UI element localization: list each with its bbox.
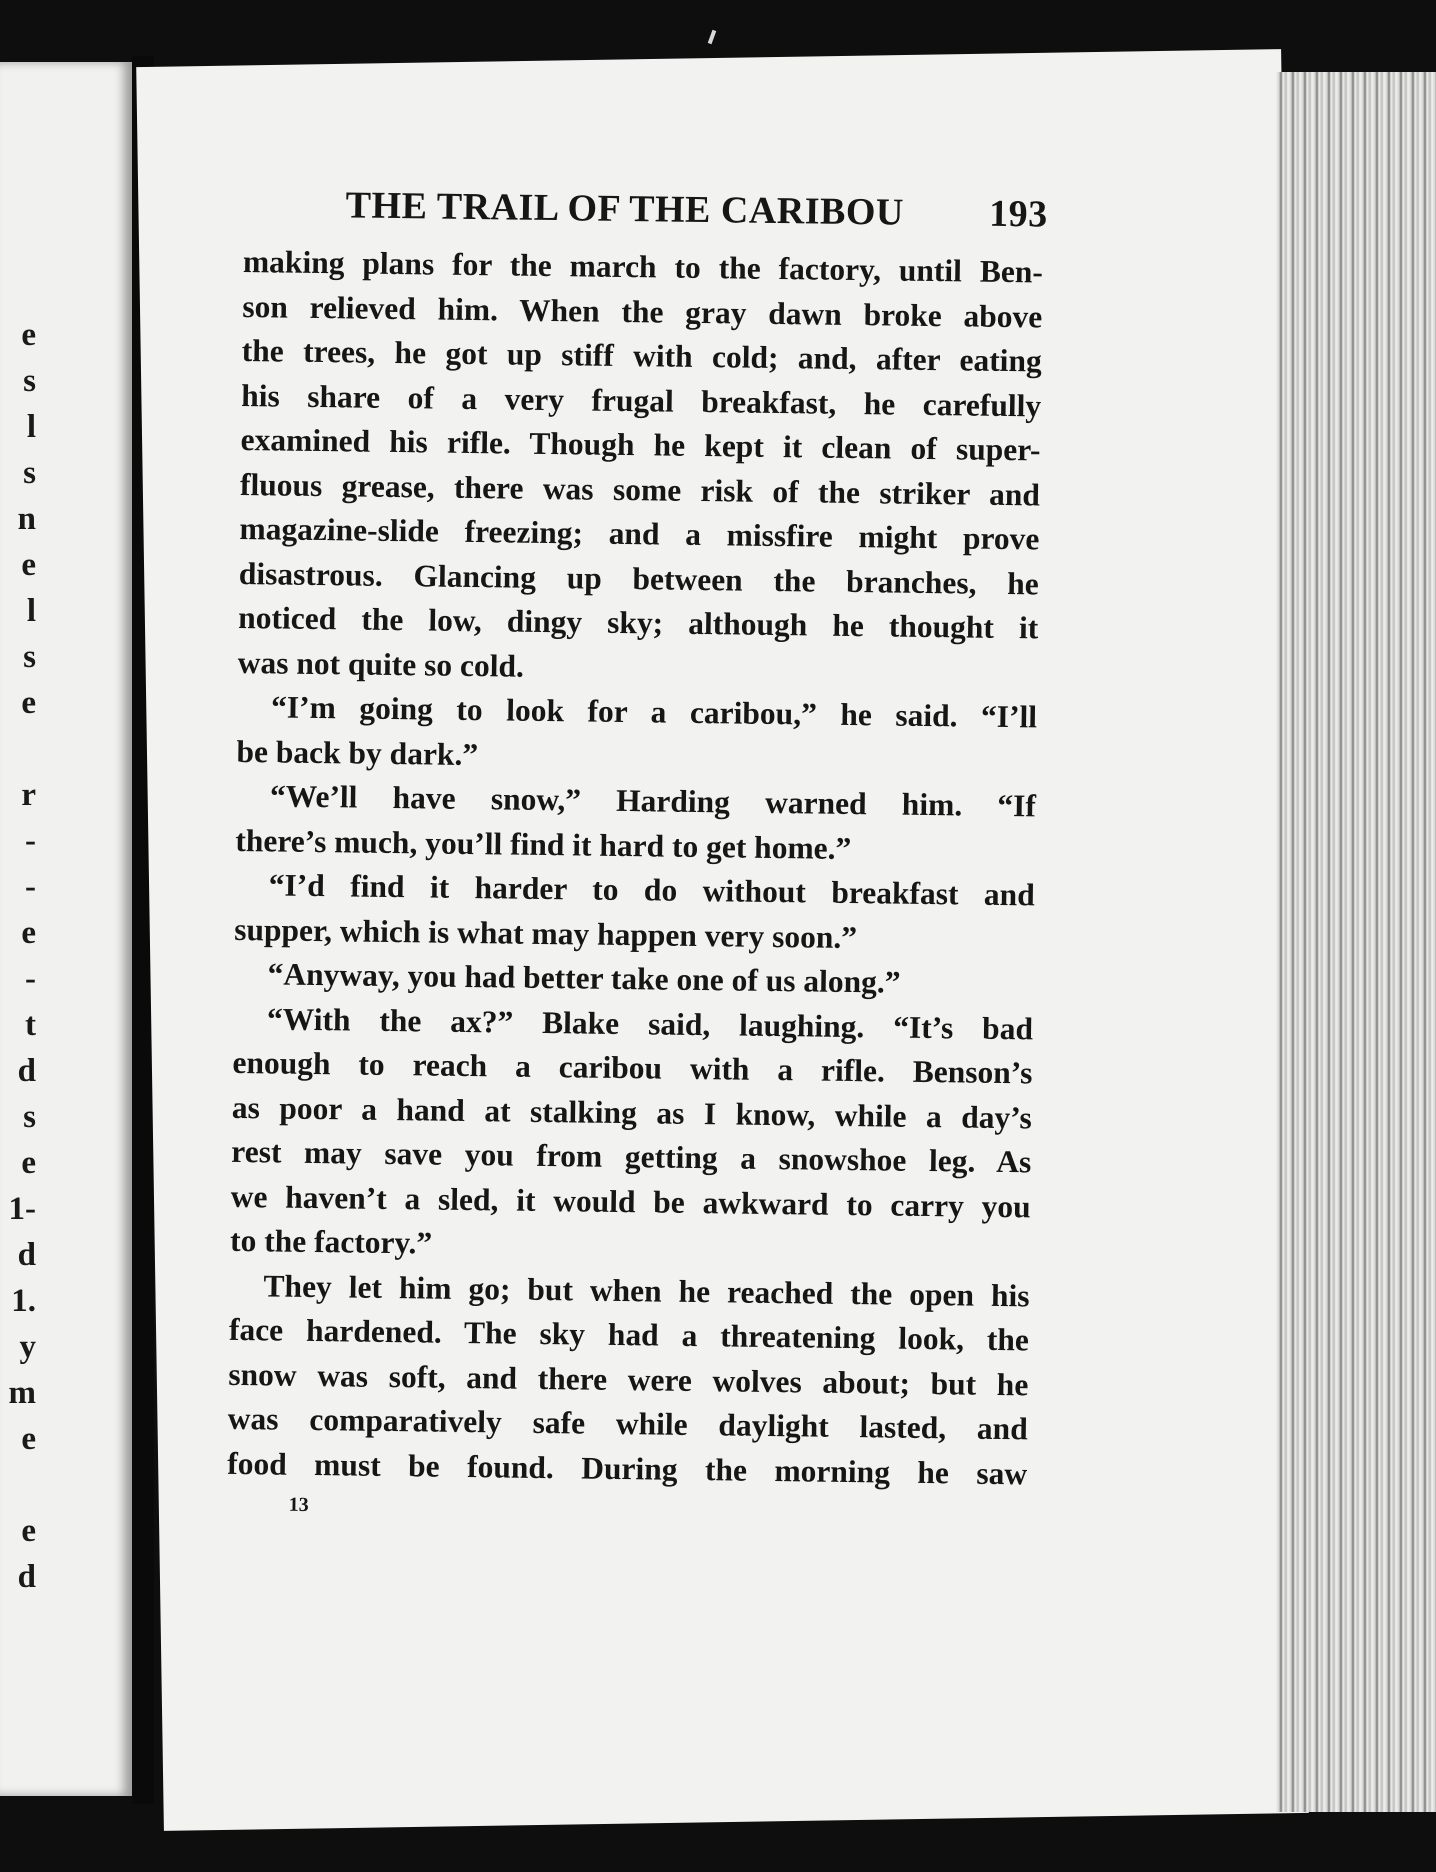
text-line: food must be found. During the morning he saw (227, 1445, 1028, 1491)
text-line: was not quite so cold. (237, 644, 525, 684)
left-fragment: s (23, 1099, 36, 1135)
left-fragment: s (23, 639, 36, 675)
text-line: was comparatively safe while daylight lasted, and (227, 1400, 1028, 1447)
text-line: making plans for the march to the factory, until Ben- (242, 243, 1044, 290)
text-line: there’s much, you’ll find it hard to get home.” (235, 822, 852, 866)
left-fragment: m (8, 1375, 36, 1411)
left-fragment: n (17, 501, 36, 537)
left-fragment: l (26, 409, 36, 445)
text-line: noticed the low, dingy sky; although he thought it (238, 599, 1039, 646)
left-fragment: e (21, 547, 36, 583)
left-fragment: e (21, 1421, 36, 1457)
left-fragment: l (26, 593, 36, 629)
text-line: his share of a very frugal breakfast, he carefully (240, 377, 1042, 423)
left-fragment: e (21, 1145, 36, 1181)
text-line: supper, which is what may happen very soon.” (233, 911, 858, 955)
left-fragment: e (21, 685, 36, 721)
running-head-title: THE TRAIL OF THE CARIBOU (345, 184, 905, 234)
text-line: magazine-slide freezing; and a missfire might prove (239, 510, 1040, 557)
text-line: “We’ll have snow,” Harding warned him. “If (269, 778, 1037, 824)
running-head (243, 182, 1048, 248)
left-fragment: 1. (11, 1283, 36, 1319)
signature-mark: 13 (288, 1493, 309, 1516)
left-fragment: - (25, 823, 36, 859)
left-fragment: e (21, 915, 36, 951)
left-fragment: d (17, 1053, 36, 1089)
text-line: face hardened. The sky had a threatening look, the (228, 1311, 1030, 1358)
text-line: the trees, he got up stiff with cold; and, after eating (241, 332, 1042, 379)
left-fragment: e (21, 1513, 36, 1549)
text-line: “Anyway, you had better take one of us along.” (267, 956, 901, 1000)
left-fragment: t (25, 1007, 36, 1043)
text-line: we haven’t a sled, it would be awkward to carry you (230, 1178, 1031, 1224)
left-fragment: d (17, 1559, 36, 1595)
page-number: 193 (988, 192, 1048, 236)
text-line: disastrous. Glancing up between the branches, he (238, 555, 1040, 601)
left-fragment (0, 1462, 36, 1508)
left-fragment: - (25, 869, 36, 905)
text-line: be back by dark.” (236, 733, 479, 772)
left-fragment (0, 726, 36, 772)
body-text (227, 240, 1043, 1496)
left-fragment: y (19, 1329, 36, 1365)
left-page (0, 62, 132, 1796)
text-line: “I’m going to look for a caribou,” he said. “I’ll (270, 689, 1038, 735)
left-fragment: - (25, 961, 36, 997)
text-line: enough to reach a caribou with a rifle. Benson’s (232, 1044, 1033, 1091)
left-fragment: 1- (8, 1191, 36, 1227)
text-line: snow was soft, and there were wolves about; but he (228, 1356, 1029, 1402)
left-fragment: e (21, 317, 36, 353)
page-text-block (226, 182, 1048, 1532)
text-line: as poor a hand at stalking as I know, while a day’s (231, 1089, 1033, 1135)
page-edges (1276, 72, 1436, 1812)
text-line: “With the ax?” Blake said, laughing. “It’s bad (266, 1000, 1034, 1046)
text-line: son relieved him. When the gray dawn broke above (242, 288, 1043, 334)
text-line: fluous grease, there was some risk of the striker and (239, 466, 1041, 512)
dust-speck (708, 30, 717, 45)
text-line: examined his rifle. Though he kept it clean of super- (240, 421, 1041, 468)
text-line: “I’d find it harder to do without breakfast and (268, 867, 1035, 913)
left-fragment: s (23, 363, 36, 399)
left-fragment: r (21, 777, 36, 813)
left-page-line-endings (0, 312, 36, 1600)
text-line: They let him go; but when he reached the open his (263, 1267, 1030, 1313)
text-line: rest may save you from getting a snowshoe leg. As (231, 1133, 1032, 1180)
text-line: to the factory.” (229, 1222, 433, 1261)
left-fragment: s (23, 455, 36, 491)
left-fragment: d (17, 1237, 36, 1273)
